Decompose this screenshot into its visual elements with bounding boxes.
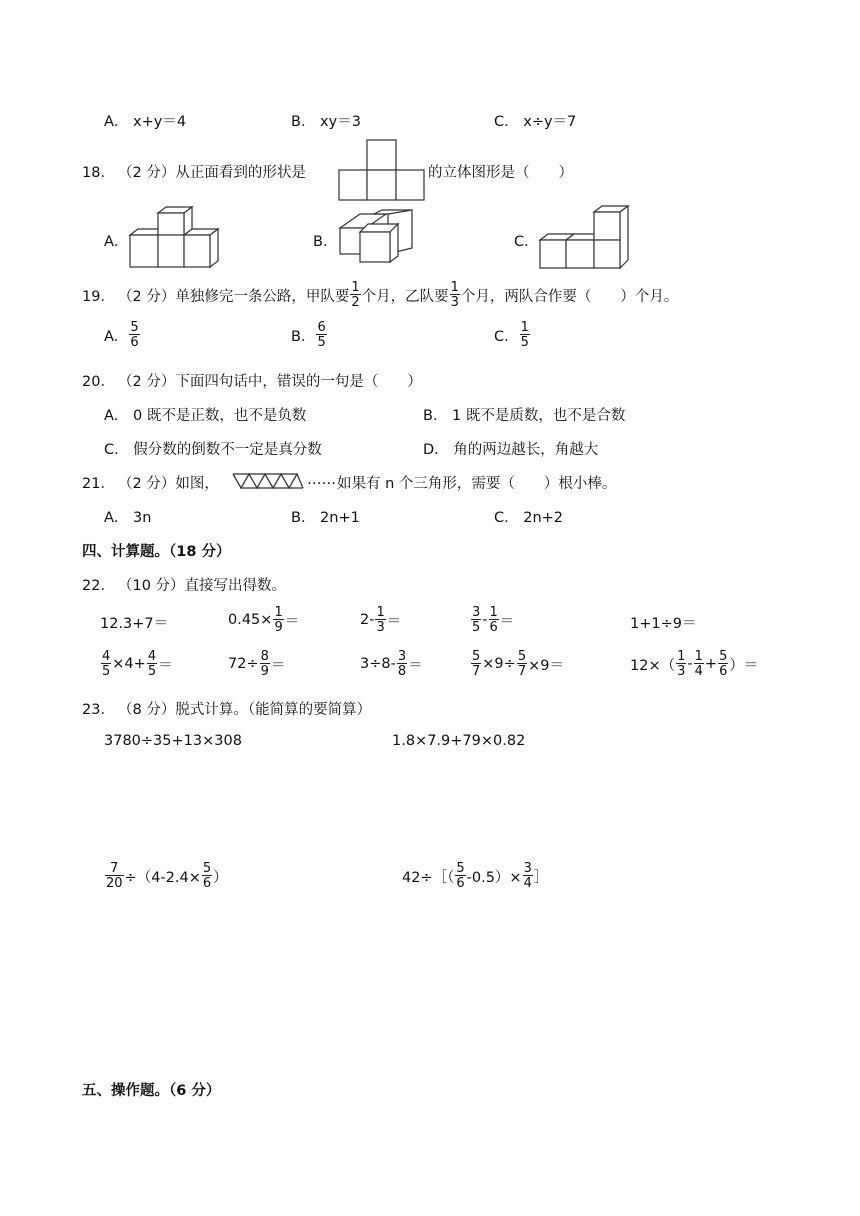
q20-option-d: D． 角的两边越长，角越大 bbox=[423, 442, 599, 458]
q22-expr-4: $\frac{3}{5}$ - $\frac{1}{6}$ ＝ bbox=[472, 605, 515, 635]
q22-text: （10 分）直接写出得数。 bbox=[118, 578, 287, 594]
q17-option-b: B． xy＝3 bbox=[291, 114, 361, 130]
q22-expr-2: 0.45× $\frac{1}{9}$ ＝ bbox=[228, 605, 300, 635]
q19-option-b: B． $\frac{6}{5}$ bbox=[291, 320, 326, 350]
q22-expr-1: 12.3+7＝ bbox=[100, 616, 169, 632]
q21-dots: …… bbox=[307, 472, 336, 488]
q21-option-c: C． 2n+2 bbox=[494, 510, 564, 526]
q21-triangle-sticks-figure bbox=[232, 472, 304, 490]
q19-option-c: C． $\frac{1}{5}$ bbox=[494, 320, 529, 350]
q19-option-b-fraction: $\frac{6}{5}$ bbox=[317, 320, 326, 350]
q19-number: 19． bbox=[82, 288, 115, 305]
section-5-title: 五、操作题。（6 分） bbox=[82, 1083, 221, 1099]
q20-option-b: B． 1 既不是质数，也不是合数 bbox=[423, 408, 626, 424]
q18-option-c-label: C． bbox=[514, 234, 539, 250]
q22-expr-8: 3÷8- $\frac{3}{8}$ ＝ bbox=[360, 649, 423, 679]
q22-expr-5: 1+1÷9＝ bbox=[630, 616, 697, 632]
q22-expr-9: $\frac{5}{7}$ ×9÷ $\frac{5}{7}$ ×9＝ bbox=[472, 649, 564, 679]
q17-option-c: C． x÷y＝7 bbox=[494, 114, 577, 130]
q18-option-b-figure bbox=[338, 210, 414, 264]
q17-option-a: A． x+y＝4 bbox=[104, 114, 187, 130]
q22-number: 22． bbox=[82, 578, 115, 594]
q19-fraction-1: $\frac{1}{2}$ bbox=[351, 280, 360, 310]
q18-text-pre: （2 分）从正面看到的形状是 bbox=[118, 165, 306, 181]
q22-expr-6: $\frac{4}{5}$ ×4+ $\frac{4}{5}$ ＝ bbox=[102, 649, 173, 679]
q18-number: 18． bbox=[82, 165, 115, 181]
q22-expr-7: 72÷ $\frac{8}{9}$ ＝ bbox=[228, 649, 286, 679]
q23-text: （8 分）脱式计算。（能简算的要简算） bbox=[118, 702, 372, 718]
q18-text-post: 的立体图形是（ ） bbox=[428, 165, 573, 181]
q18-front-view-figure bbox=[338, 139, 426, 201]
q22-expr-3: 2- $\frac{1}{3}$ ＝ bbox=[360, 605, 402, 635]
q19-text-2: 个月，乙队要 bbox=[361, 288, 449, 305]
q20-text: （2 分）下面四句话中，错误的一句是（ ） bbox=[118, 374, 422, 390]
q19-option-a-fraction: $\frac{5}{6}$ bbox=[130, 320, 139, 350]
q20-number: 20． bbox=[82, 374, 115, 390]
q20-option-a: A． 0 既不是正数，也不是负数 bbox=[104, 408, 307, 424]
q21-option-a: A． 3n bbox=[104, 510, 152, 526]
q19-fraction-2: $\frac{1}{3}$ bbox=[450, 280, 459, 310]
q19-option-a: A． $\frac{5}{6}$ bbox=[104, 320, 139, 350]
section-4-title: 四、计算题。（18 分） bbox=[82, 544, 231, 560]
q18-option-a-figure bbox=[128, 205, 220, 269]
q21-text-pre: （2 分）如图， bbox=[118, 476, 219, 492]
q23-expr-4: 42÷［（ $\frac{5}{6}$ -0.5）× $\frac{3}{4}$ ］ bbox=[402, 861, 549, 891]
q21-option-b: B． 2n+1 bbox=[291, 510, 360, 526]
q19-text-1: （2 分）单独修完一条公路，甲队要 bbox=[118, 288, 350, 305]
q23-expr-2: 1.8×7.9+79×0.82 bbox=[392, 733, 526, 749]
q18-option-a-label: A． bbox=[104, 234, 129, 250]
q23-number: 23． bbox=[82, 702, 115, 718]
q21-number: 21． bbox=[82, 476, 115, 492]
q21-text-post: 如果有 n 个三角形，需要（ ）根小棒。 bbox=[337, 476, 617, 492]
q20-option-c: C． 假分数的倒数不一定是真分数 bbox=[104, 442, 322, 458]
q19-option-c-fraction: $\frac{1}{5}$ bbox=[520, 320, 529, 350]
q22-expr-10: 12×（ $\frac{1}{3}$ - $\frac{1}{4}$ + $\frac{5}{6}$ ）＝ bbox=[630, 649, 759, 679]
q19-text-3: 个月，两队合作要（ ）个月。 bbox=[460, 288, 679, 305]
q23-expr-3: $\frac{7}{20}$ ÷（4-2.4× $\frac{5}{6}$ ） bbox=[106, 861, 228, 891]
q23-expr-1: 3780÷35+13×308 bbox=[104, 733, 242, 749]
q19-stem bbox=[82, 281, 678, 309]
q18-option-c-figure bbox=[538, 204, 630, 270]
q18-option-b-label: B． bbox=[313, 234, 338, 250]
